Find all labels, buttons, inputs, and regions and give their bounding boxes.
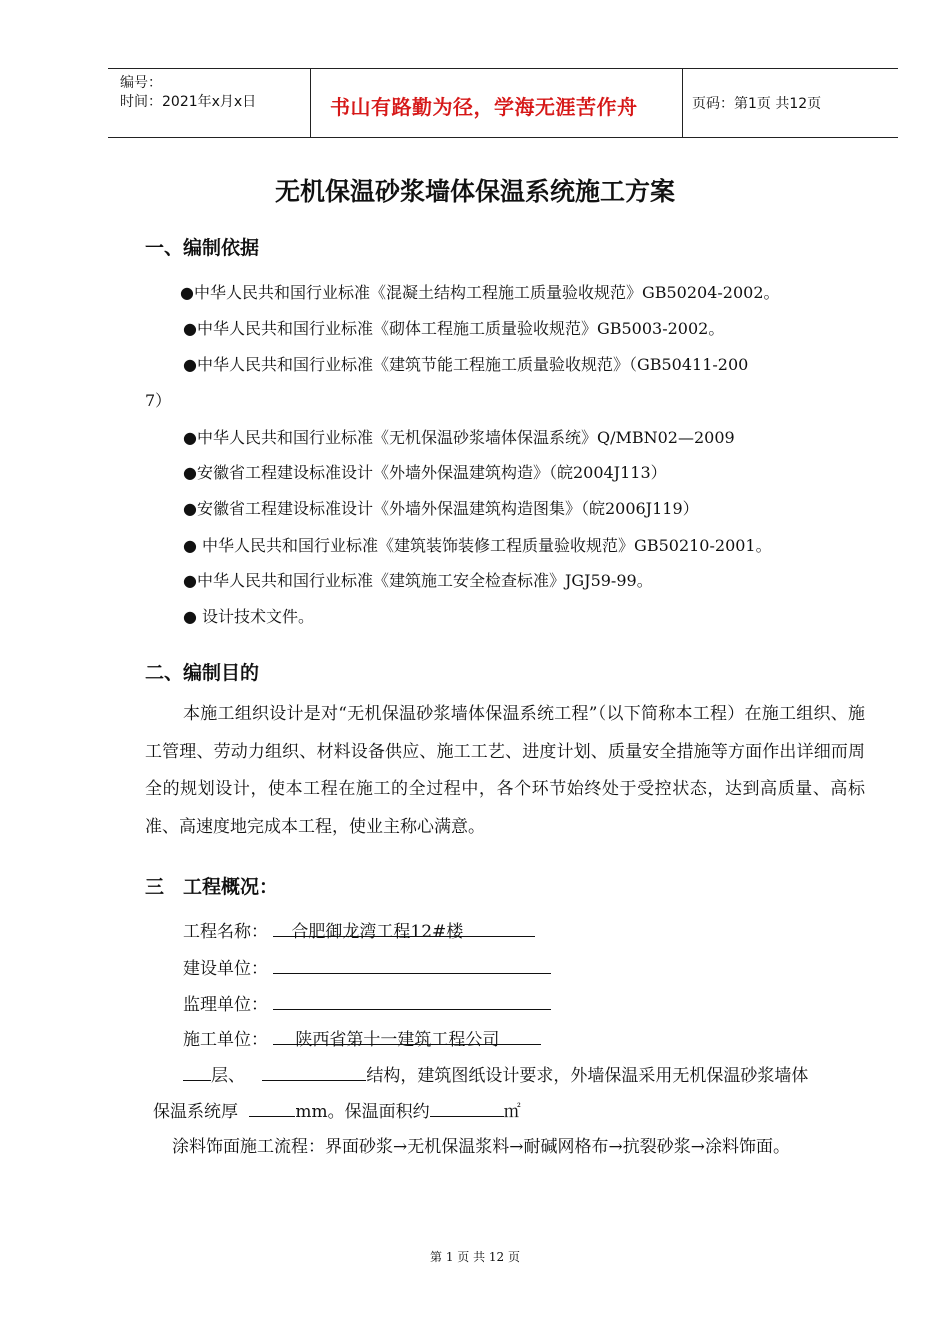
structure-text: 结构，建筑图纸设计要求，外墙保温采用无机保温砂浆墙体 [366,1066,809,1086]
header-motto-cell [310,69,683,137]
floors-suffix: 层、 [211,1066,245,1086]
document-title: 无机保温砂浆墙体保温系统施工方案 [274,177,675,206]
basis-item: ●中华人民共和国行业标准《混凝土结构工程施工质量验收规范》GB50204-2002。 [180,283,780,302]
thickness-blank [249,1096,295,1117]
header-info-cell [108,69,311,137]
section3-heading: 三 工程概况： [145,876,279,898]
contractor-label: 施工单位： [183,1030,268,1050]
basis-item-continued: 7） [145,391,172,410]
thickness-unit: mm。保温面积约 [295,1102,430,1122]
project-name-value: 合肥御龙湾工程12#楼 [273,917,535,937]
area-unit: ㎡ [503,1102,521,1122]
basis-item: ●中华人民共和国行业标准《无机保温砂浆墙体保温系统》Q/MBN02—2009 [183,428,735,447]
supervisor-blank [273,989,551,1010]
motto-text: 书山有路勤为径，学海无涯苦作舟 [330,95,638,119]
project-name-row [183,917,535,942]
page-number-label: 页码：第1页 共12页 [692,96,822,112]
page-footer: 第 1 页 共 12 页 [430,1250,520,1264]
basis-item: ● 设计技术文件。 [183,607,315,626]
number-label: 编号： [120,75,162,91]
contractor-value: 陕西省第十一建筑工程公司 [273,1025,541,1045]
time-label: 时间：2021年x月x日 [120,94,257,110]
thickness-label: 保温系统厚 [153,1102,238,1122]
basis-item: ● 中华人民共和国行业标准《建筑装饰装修工程质量验收规范》GB50210-2001。 [183,536,772,555]
builder-row [183,953,551,979]
basis-item: ●中华人民共和国行业标准《建筑施工安全检查标准》JGJ59-99。 [183,571,653,590]
section2-heading: 二、编制目的 [145,662,260,684]
section1-heading: 一、编制依据 [145,237,260,259]
basis-item: ●中华人民共和国行业标准《砌体工程施工质量验收规范》GB5003-2002。 [183,319,725,338]
structure-row [183,1060,808,1086]
thickness-row [153,1096,521,1122]
process-text: 涂料饰面施工流程：界面砂浆→无机保温浆料→耐碱网格布→抗裂砂浆→涂料饰面。 [172,1137,790,1157]
builder-label: 建设单位： [183,959,268,979]
basis-item: ●安徽省工程建设标准设计《外墙外保温建筑构造》（皖2004J113） [183,463,667,482]
supervisor-label: 监理单位： [183,995,268,1015]
structure-blank [262,1060,366,1081]
basis-item: ●中华人民共和国行业标准《建筑节能工程施工质量验收规范》（GB50411-200 [183,355,749,374]
supervisor-row [183,989,551,1015]
project-name-label: 工程名称： [183,922,268,942]
contractor-row [183,1025,541,1050]
builder-blank [273,953,551,974]
page-header [108,68,898,138]
floors-blank [183,1060,211,1081]
area-blank [430,1096,504,1117]
purpose-paragraph: 本施工组织设计是对“无机保温砂浆墙体保温系统工程”（以下简称本工程）在施工组织、施工管理、劳动力组织、材料设备供应、施工工艺、进度计划、质量安全措施等方面作出详细而周全的规划设计，使本工程在施工的全过程中，各个环节始终处于受控状态，达到高质量、高标准、高速度地完成本工程，使业主称心满意。 [145,704,865,837]
basis-item: ●安徽省工程建设标准设计《外墙外保温建筑构造图集》（皖2006J119） [183,499,699,518]
